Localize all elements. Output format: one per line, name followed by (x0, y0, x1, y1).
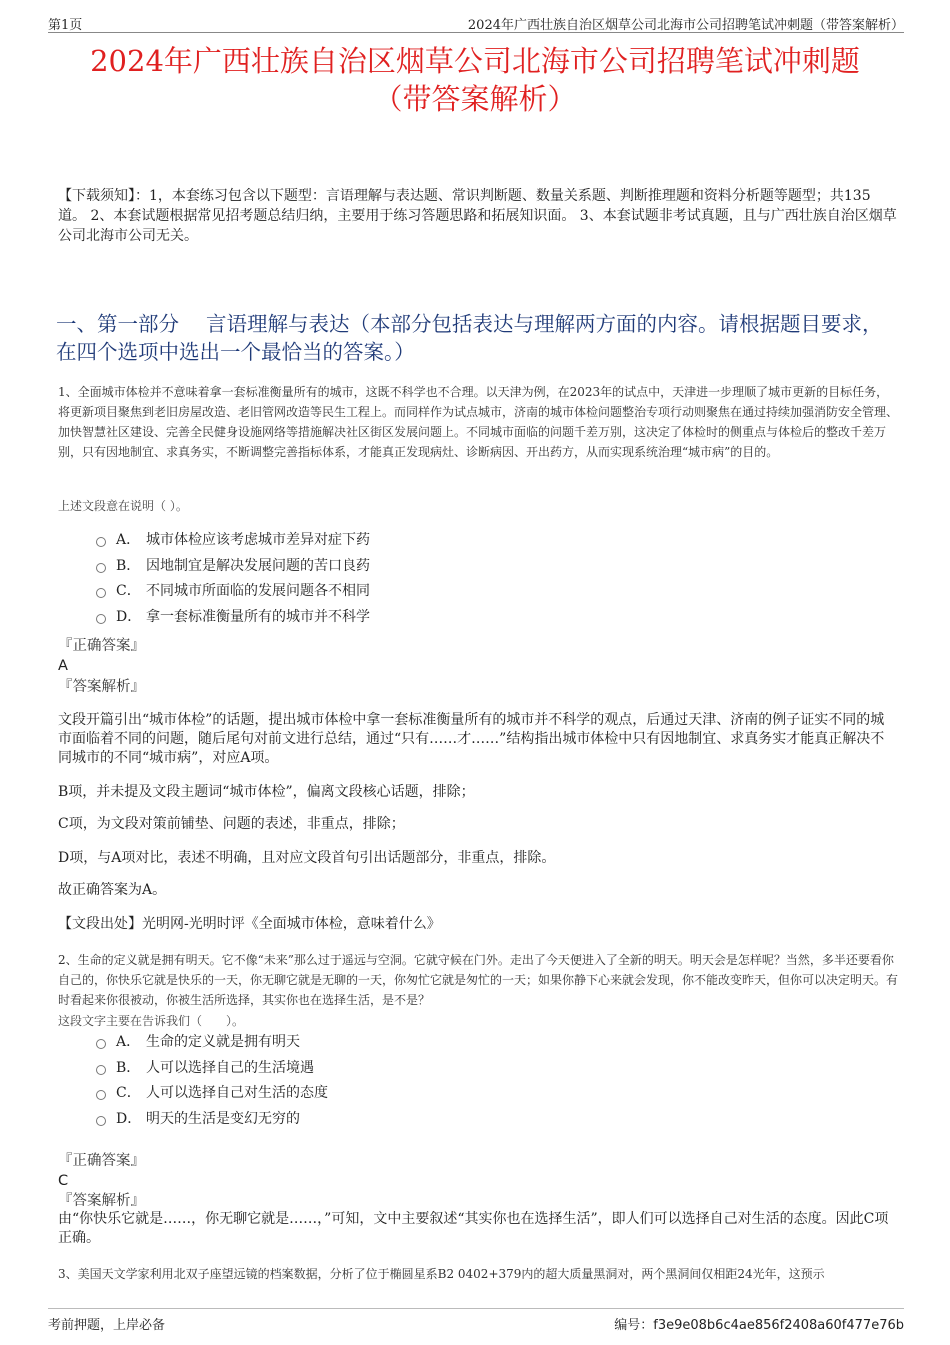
page-footer (48, 1308, 904, 1331)
analysis-paragraph: D项，与A项对比，表述不明确，且对应文段首句引出话题部分，非重点，排除。 (58, 850, 556, 866)
section-heading: 一、第一部分 言语理解与表达（本部分包括表达与理解两方面的内容。请根据题目要求，在四个选项中选出一个最恰当的答案。） (56, 312, 883, 364)
option-a[interactable]: A． 生命的定义就是拥有明天 (96, 1030, 328, 1056)
question-2-stem: 这段文字主要在告诉我们（ ）。 (58, 1014, 245, 1028)
analysis-paragraph: C项，为文段对策前铺垫、问题的表述，非重点，排除； (58, 816, 405, 832)
page-title (40, 42, 910, 118)
analysis-paragraph: 故正确答案为A。 (58, 882, 167, 898)
header-doc-title: 2024年广西壮族自治区烟草公司北海市公司招聘笔试冲刺题（带答案解析） (467, 18, 904, 33)
question-1-options (96, 528, 370, 630)
question-3-text: 3、美国天文学家利用北双子座望远镜的档案数据，分析了位于椭圆星系B2 0402+379内的超大质量黑洞对，两个黑洞间仅相距24光年，这预示 (58, 1267, 825, 1281)
analysis-paragraph: 由“你快乐它就是……，你无聊它就是……，”可知，文中主要叙述“其实你也在选择生活”，即人们可以选择自己对生活的态度。因此C项正确。 (58, 1211, 889, 1246)
radio-icon[interactable] (96, 1065, 106, 1075)
source-citation: 【文段出处】光明网-光明时评《全面城市体检，意味着什么》 (58, 916, 441, 932)
page-number: 第1页 (48, 18, 83, 33)
analysis-label: 『答案解析』 (58, 1193, 145, 1209)
title-line-1: 2024年广西壮族自治区烟草公司北海市公司招聘笔试冲刺题 (90, 44, 860, 78)
option-b[interactable]: B． 人可以选择自己的生活境遇 (96, 1056, 328, 1082)
question-1-text: 1、全面城市体检并不意味着拿一套标准衡量所有的城市，这既不科学也不合理。以天津为例，在2023年的试点中，天津进一步理顺了城市更新的目标任务，将更新项目聚焦到老旧房屋改造、老旧管网改造等民生工程上。而同样作为试点城市，济南的城市体检问题整治专项行动则聚焦在通过持续加强消防安全管理、加快智慧社区建设、完善全民健身设施网络等措施解决社区街区发展问题上。不同城市面临的问题千差万别，这决定了体检时的侧重点与体检后的整改千差万别，只有因地制宜、求真务实，不断调整完善指标体系，才能真正发现病灶、诊断病因、开出药方，从而实现系统治理“城市病”的目的。 (58, 385, 899, 459)
radio-icon[interactable] (96, 1039, 106, 1049)
page-header (48, 12, 904, 33)
footer-slogan: 考前押题，上岸必备 (48, 1318, 166, 1333)
radio-icon[interactable] (96, 1090, 106, 1100)
question-2-text: 2、生命的定义就是拥有明天。它不像“未来”那么过于遥远与空洞。它就守候在门外。走出了今天便进入了全新的明天。明天会是怎样呢？当然，多半还要看你自己的，你快乐它就是快乐的一天，你无聊它就是无聊的一天，你匆忙它就是匆忙的一天；如果你静下心来就会发现，你不能改变昨天，但你可以决定明天。有时看起来你很被动，你被生活所选择，其实你也在选择生活，是不是？ (58, 953, 899, 1007)
answer-label: 『正确答案』 (58, 1153, 145, 1169)
analysis-paragraph: 文段开篇引出“城市体检”的话题，提出城市体检中拿一套标准衡量所有的城市并不科学的观点，后通过天津、济南的例子证实不同的城市面临着不同的问题，随后尾句对前文进行总结，通过“只有……才……”结构指出城市体检中只有因地制宜、求真务实才能真正解决不同城市的不同“城市病”，对应A项。 (58, 712, 885, 766)
analysis-paragraph: B项，并未提及文段主题词“城市体检”，偏离文段核心话题，排除； (58, 784, 475, 800)
question-2-options (96, 1030, 328, 1132)
answer-label: 『正确答案』 (58, 638, 145, 654)
correct-answer: A (58, 658, 68, 674)
option-d[interactable]: D． 明天的生活是变幻无穷的 (96, 1107, 328, 1133)
option-b[interactable]: B． 因地制宜是解决发展问题的苦口良药 (96, 554, 370, 580)
correct-answer: C (58, 1173, 69, 1189)
question-1-stem: 上述文段意在说明（ ）。 (58, 499, 188, 513)
footer-code: 编号：f3e9e08b6c4ae856f2408a60f477e76b (614, 1318, 904, 1333)
option-a[interactable]: A． 城市体检应该考虑城市差异对症下药 (96, 528, 370, 554)
option-d[interactable]: D． 拿一套标准衡量所有的城市并不科学 (96, 605, 370, 631)
analysis-label: 『答案解析』 (58, 679, 145, 695)
option-c[interactable]: C． 不同城市所面临的发展问题各不相同 (96, 579, 370, 605)
radio-icon[interactable] (96, 563, 106, 573)
radio-icon[interactable] (96, 588, 106, 598)
download-notice: 【下载须知】：1，本套练习包含以下题型：言语理解与表达题、常识判断题、数量关系题、判断推理题和资料分析题等题型；共135道。 2、本套试题根据常见招考题总结归纳，主要用于练习答题思路和拓展知识面。 3、本套试题非考试真题，且与广西壮族自治区烟草公司北海市公司无关。 (58, 188, 897, 244)
option-c[interactable]: C． 人可以选择自己对生活的态度 (96, 1081, 328, 1107)
radio-icon[interactable] (96, 537, 106, 547)
radio-icon[interactable] (96, 1116, 106, 1126)
title-line-2: （带答案解析） (373, 82, 577, 116)
radio-icon[interactable] (96, 614, 106, 624)
